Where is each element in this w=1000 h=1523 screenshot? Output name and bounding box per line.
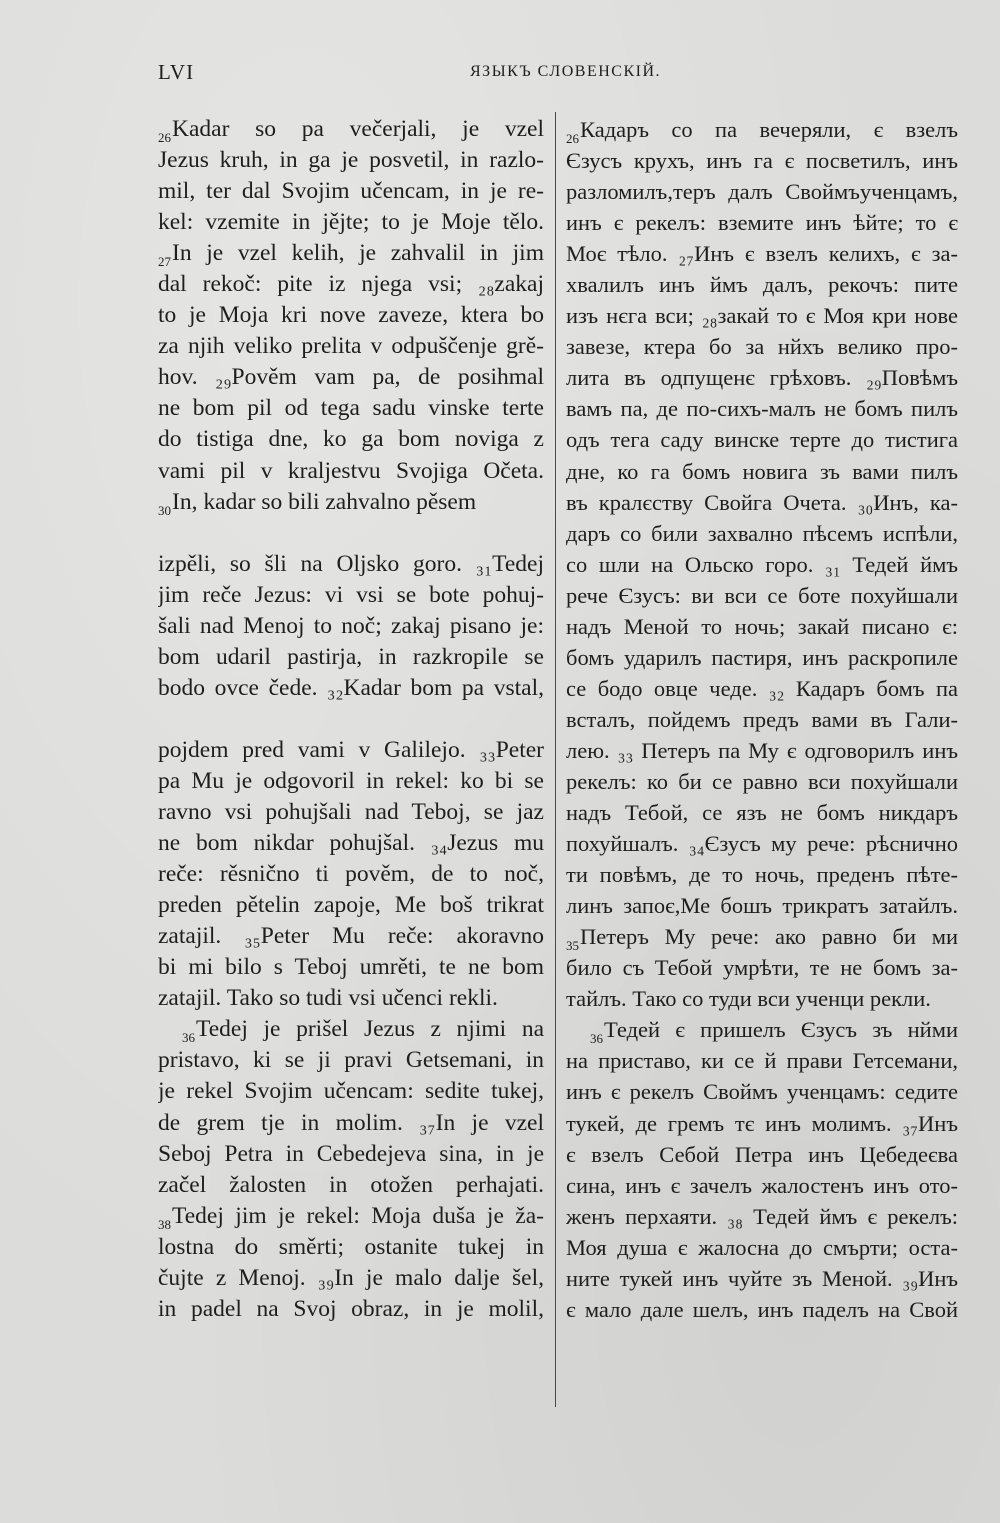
line-text: Кадаръ со па вечеряли, є взелъ — [580, 117, 958, 142]
text-line — [158, 859, 544, 890]
line-text: тукей, де гремъ тє инъ молимъ. ₃₇Инъ — [566, 1110, 958, 1136]
line-text: ravno vsi pohujšali nad Teboj, se jaz — [158, 799, 544, 826]
text-line — [566, 176, 958, 207]
text-line — [158, 797, 544, 828]
line-text: zatajil. Tako so tudi vsi učenci rekli. — [158, 985, 498, 1012]
line-text: In, kadar so bili zahvalno pěsem — [172, 488, 477, 515]
line-text: de grem tje in molim. ₃₇In je vzel — [158, 1109, 544, 1136]
line-text: Моя душа є жалосна до смърти; оста- — [566, 1234, 958, 1260]
text-line — [566, 735, 958, 766]
line-text: pa Mu je odgovoril in rekel: ko bi se — [158, 767, 544, 794]
text-line — [566, 1076, 958, 1107]
text-line — [158, 176, 544, 207]
text-line — [158, 828, 544, 859]
line-text: ните тукей инъ чуйте зъ Меной. ₃₉Инъ — [566, 1265, 958, 1291]
line-text: одъ тега саду винске терте до тистига — [566, 427, 958, 453]
line-text: било съ Тебой умрѣти, те не бомъ за- — [566, 955, 958, 981]
text-line — [158, 1139, 544, 1170]
line-text: vami pil v kraljestvu Svojiga Očeta. — [158, 457, 544, 484]
line-text: разломилъ,теръ далъ Своймъученцамъ, — [566, 179, 958, 205]
line-text: ти повѣмъ, де то ночь, преденъ пѣте- — [566, 862, 958, 888]
text-line — [158, 766, 544, 797]
line-text: Kadar so pa večerjali, je vzel — [172, 116, 544, 142]
running-title: ЯЗЫКЪ СЛОВЕНСКІЙ. — [470, 63, 662, 80]
text-line — [566, 890, 958, 921]
text-line — [566, 983, 958, 1014]
line-text: do tistiga dne, ko ga bom noviga z — [158, 426, 544, 453]
line-text: рекелъ: ко би се равно вси похуйшали — [566, 768, 958, 794]
line-text: Tedej jim je rekel: Moja duša je ža- — [172, 1202, 544, 1229]
line-text: hov. ₂₉Pověm vam pa, de posihmal — [158, 364, 544, 391]
line-text: jim reče Jezus: vi vsi se bote pohuj- — [158, 581, 544, 608]
text-line — [158, 580, 544, 611]
text-line — [158, 549, 544, 580]
text-line — [566, 145, 958, 176]
line-text: сина, инъ є зачелъ жалостенъ инъ ото- — [566, 1172, 958, 1198]
line-text: ne bom nikdar pohujšal. ₃₄Jezus mu — [158, 830, 544, 857]
line-text: kel: vzemite in jějte; to je Moje tělo. — [158, 209, 544, 236]
text-line — [566, 642, 958, 673]
text-line — [566, 1139, 958, 1170]
line-text: bi mi bilo s Teboj umrěti, te ne bom — [158, 954, 544, 981]
text-line — [158, 611, 544, 642]
blank-line — [158, 704, 544, 735]
text-line — [566, 766, 958, 797]
line-text: бомъ ударилъ пастиря, инъ раскропиле — [566, 644, 958, 670]
text-line — [158, 269, 544, 300]
text-line — [566, 114, 958, 145]
text-line — [158, 1232, 544, 1263]
text-line — [566, 300, 958, 331]
left-column-latin — [158, 114, 544, 1325]
line-text: lostna do směrti; ostanite tukej in — [158, 1233, 544, 1260]
text-line — [158, 487, 544, 518]
line-text: тайлъ. Тако со туди вси ученци рекли. — [566, 986, 931, 1012]
text-line — [566, 1232, 958, 1263]
text-line — [566, 952, 958, 983]
line-text: завезе, ктера бо за нйхъ велико про- — [566, 334, 958, 360]
text-line — [158, 890, 544, 921]
line-text: In je vzel kelih, je zahvalil in jim — [172, 240, 544, 267]
line-text: ne bom pil od tega sadu vinske terte — [158, 395, 544, 422]
text-line — [566, 362, 958, 393]
line-text: bom udaril pastirja, in razkropile se — [158, 643, 544, 670]
page-number: LVI — [158, 60, 195, 84]
text-line — [566, 207, 958, 238]
line-text: dal rekoč: pite iz njega vsi; ₂₈zakaj — [158, 271, 544, 298]
line-text: Єзусъ крухъ, инъ га є посветилъ, инъ — [566, 148, 958, 174]
line-text: pristavo, ki se ji pravi Getsemani, in — [158, 1047, 544, 1074]
text-line — [158, 673, 544, 704]
verse-number: 35 — [566, 938, 579, 953]
text-line — [158, 1045, 544, 1076]
text-line — [566, 269, 958, 300]
line-text: линъ запоє,Ме бошъ трикратъ затайлъ. — [566, 893, 958, 919]
verse-number: 27 — [158, 254, 171, 270]
line-text: надъ Меной то ночь; закай писано є: — [566, 613, 958, 639]
line-text: reče: rěsnično ti pověm, de to noč, — [158, 861, 544, 888]
line-text: čujte z Menoj. ₃₉In je malo dalje šel, — [158, 1264, 544, 1291]
right-column-cyrillic — [566, 114, 958, 1325]
line-text: Моє тѣло. ₂₇Инъ є взелъ келихъ, є за- — [566, 241, 958, 267]
line-text: инъ є рекелъ: вземите инъ ѣйте; то є — [566, 210, 958, 236]
text-line — [566, 1045, 958, 1076]
verse-number: 38 — [158, 1216, 171, 1232]
line-text: женъ перхаяти. ₃₈ Тедей ймъ є рекелъ: — [566, 1203, 958, 1229]
line-text: всталъ, пойдемъ предъ вами въ Гали- — [566, 706, 958, 732]
text-line — [566, 1294, 958, 1325]
text-line — [158, 952, 544, 983]
text-line — [566, 331, 958, 362]
line-text: дне, ко га бомъ новига зъ вами пилъ — [566, 458, 958, 484]
line-text: Tedej je prišel Jezus z njimi na — [196, 1016, 544, 1043]
text-line — [566, 859, 958, 890]
text-line — [158, 114, 544, 145]
line-text: za njih veliko prelita v odpuščenje grě- — [158, 333, 544, 360]
text-line — [158, 735, 544, 766]
text-line — [566, 1108, 958, 1139]
line-text: рече Єзусъ: ви вси се боте похуйшали — [566, 582, 958, 608]
line-text: вамъ па, де по-сихъ-малъ не бомъ пилъ — [566, 396, 958, 422]
line-text: инъ є рекелъ Своймъ ученцамъ: седите — [566, 1079, 958, 1105]
text-line — [566, 487, 958, 518]
line-text: въ кралєству Свойга Очета. ₃₀Инъ, ка- — [566, 489, 958, 515]
text-line — [566, 828, 958, 859]
text-line — [158, 1108, 544, 1139]
text-line — [566, 549, 958, 580]
line-text: Петеръ Му рече: ако равно би ми — [580, 924, 958, 950]
line-text: Jezus kruh, in ga je posvetil, in razlo- — [158, 147, 544, 174]
text-line — [566, 1263, 958, 1294]
line-text: се бодо овце чеде. ₃₂ Кадаръ бомъ па — [566, 675, 958, 701]
text-line — [158, 331, 544, 362]
text-line — [566, 704, 958, 735]
text-line — [566, 797, 958, 828]
text-line — [566, 518, 958, 549]
column-divider — [555, 112, 556, 1407]
text-line — [566, 1170, 958, 1201]
verse-number: 26 — [158, 130, 171, 145]
line-text: in padel na Svoj obraz, in je molil, — [158, 1295, 544, 1322]
line-text: є взелъ Себой Петра инъ Цебедеєва — [566, 1141, 958, 1167]
line-text: Seboj Petra in Cebedejeva sina, in je — [158, 1140, 544, 1167]
text-line — [158, 362, 544, 393]
line-text: šali nad Menoj to noč; zakaj pisano je: — [158, 612, 544, 639]
line-text: на приставо, ки се й прави Гетсемани, — [566, 1048, 958, 1074]
line-text: хвалилъ инъ ймъ далъ, рекочъ: пите — [566, 272, 958, 298]
line-text: изъ нєга вси; ₂₈закай то є Моя кри нове — [566, 303, 958, 329]
line-text: надъ Тебой, се язъ не бомъ никдаръ — [566, 800, 958, 826]
line-text: лею. ₃₃ Петеръ па Му є одговорилъ инъ — [566, 737, 958, 763]
blank-line — [158, 518, 544, 549]
line-text: je rekel Svojim učencam: sedite tukej, — [158, 1078, 544, 1105]
line-text: лита въ одпущенє грѣховъ. ₂₉Повѣмъ — [566, 365, 958, 391]
page-header — [158, 60, 955, 90]
line-text: zatajil. ₃₅Peter Mu reče: akoravno — [158, 923, 544, 950]
text-line — [158, 1201, 544, 1232]
text-line — [158, 1263, 544, 1294]
text-line — [566, 921, 958, 952]
line-text: izpěli, so šli na Oljsko goro. ₃₁Tedej — [158, 550, 544, 577]
text-line — [566, 1014, 958, 1045]
text-line — [158, 1014, 544, 1045]
line-text: со шли на Ольско горо. ₃₁ Тедей ймъ — [566, 551, 958, 577]
text-line — [158, 1294, 544, 1325]
verse-number: 36 — [590, 1031, 603, 1046]
text-line — [158, 300, 544, 331]
text-line — [158, 238, 544, 269]
text-line — [566, 1201, 958, 1232]
text-line — [158, 1076, 544, 1107]
text-line — [158, 393, 544, 424]
line-text: Тедей є пришелъ Єзусъ зъ нйми — [604, 1017, 958, 1043]
line-text: даръ со били захвално пѣсемъ испѣли, — [566, 520, 958, 546]
text-line — [566, 611, 958, 642]
line-text: mil, ter dal Svojim učencam, in je re- — [158, 178, 544, 205]
text-line — [566, 456, 958, 487]
text-line — [566, 393, 958, 424]
text-line — [158, 424, 544, 455]
text-line — [566, 238, 958, 269]
verse-number: 36 — [182, 1030, 195, 1046]
text-line — [158, 145, 544, 176]
text-line — [158, 983, 544, 1014]
text-line — [158, 642, 544, 673]
text-line — [566, 673, 958, 704]
text-line — [158, 207, 544, 238]
text-line — [158, 1170, 544, 1201]
line-text: pojdem pred vami v Galilejo. ₃₃Peter — [158, 736, 544, 763]
line-text: preden pětelin zapoje, Me boš trikrat — [158, 892, 544, 919]
text-line — [566, 580, 958, 611]
verse-number: 30 — [158, 502, 171, 518]
verse-number: 26 — [566, 131, 579, 146]
line-text: є мало дале шелъ, инъ паделъ на Свой — [566, 1296, 958, 1322]
line-text: похуйшалъ. ₃₄Єзусъ му рече: рѣснично — [566, 831, 958, 857]
text-line — [158, 921, 544, 952]
line-text: začel žalosten in otožen perhajati. — [158, 1171, 544, 1198]
text-line — [566, 424, 958, 455]
line-text: bodo ovce čede. ₃₂Kadar bom pa vstal, — [158, 674, 544, 701]
text-line — [158, 456, 544, 487]
line-text: to je Moja kri nove zaveze, ktera bo — [158, 302, 544, 329]
